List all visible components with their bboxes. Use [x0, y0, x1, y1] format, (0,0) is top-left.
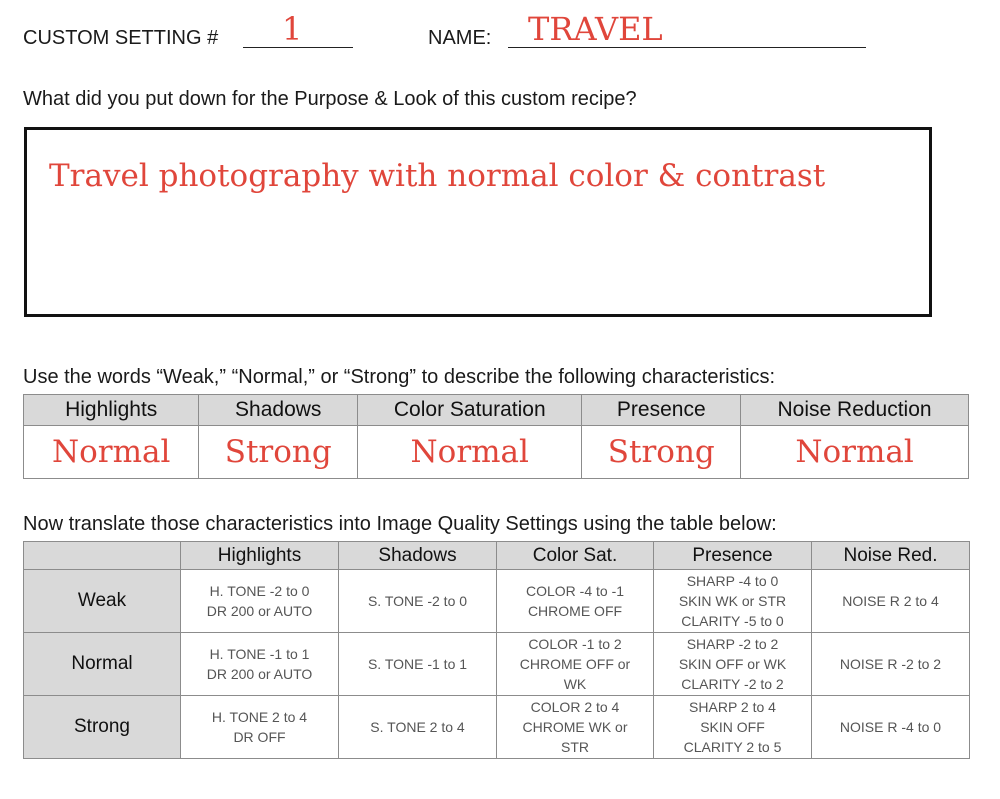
- cell-strong-color-sat: [497, 696, 654, 759]
- name-value[interactable]: TRAVEL: [528, 10, 663, 48]
- cell-normal-noise-red: [812, 633, 970, 696]
- cell-text: SHARP -2 to 2: [686, 636, 779, 652]
- cell-text: COLOR -1 to 2: [528, 636, 622, 652]
- name-label: NAME:: [428, 27, 492, 49]
- cell-text: CHROME OFF: [527, 603, 623, 619]
- cell-text: H. TONE 2 to 4: [211, 709, 308, 725]
- cell-text: CHROME WK or: [522, 719, 628, 735]
- settings-header-row: [24, 542, 970, 570]
- cell-strong-presence: [654, 696, 812, 759]
- settings-header-color-sat: Color Sat.: [497, 542, 654, 570]
- cell-text: DR OFF: [233, 729, 286, 745]
- settings-header-highlights: Highlights: [181, 542, 339, 570]
- cell-strong-noise-red: [812, 696, 970, 759]
- cell-text: DR 200 or AUTO: [206, 666, 313, 682]
- cell-text: SKIN OFF: [700, 719, 765, 735]
- cell-weak-highlights: [181, 570, 339, 633]
- characteristics-instruction: Use the words “Weak,” “Normal,” or “Strong” to describe the following characteristics:: [23, 366, 776, 388]
- settings-table: [23, 541, 970, 759]
- characteristics-header-row: [24, 395, 969, 426]
- cell-weak-noise-red: [812, 570, 970, 633]
- settings-row-weak: [24, 570, 970, 633]
- cell-weak-color-sat: [497, 570, 654, 633]
- cell-normal-color-sat: [497, 633, 654, 696]
- settings-row-strong: [24, 696, 970, 759]
- cell-weak-shadows: [339, 570, 497, 633]
- cell-weak-presence: [654, 570, 812, 633]
- cell-text: SHARP 2 to 4: [689, 699, 776, 715]
- header-color-saturation: Color Saturation: [358, 395, 582, 426]
- cell-text: H. TONE -1 to 1: [209, 646, 310, 662]
- row-label-weak: Weak: [24, 570, 181, 633]
- header-presence: Presence: [582, 395, 741, 426]
- cell-text: S. TONE -2 to 0: [367, 593, 468, 609]
- settings-header-shadows: Shadows: [339, 542, 497, 570]
- cell-text: SKIN WK or STR: [678, 593, 787, 609]
- header-highlights: Highlights: [24, 395, 199, 426]
- value-highlights[interactable]: Normal: [24, 426, 199, 479]
- custom-setting-label: CUSTOM SETTING #: [23, 27, 219, 49]
- cell-normal-presence: [654, 633, 812, 696]
- cell-text: WK: [563, 676, 587, 692]
- row-label-strong: Strong: [24, 696, 181, 759]
- cell-text: S. TONE -1 to 1: [367, 656, 468, 672]
- cell-text: COLOR -4 to -1: [525, 583, 625, 599]
- settings-header-blank: [24, 542, 181, 570]
- cell-text: STR: [561, 739, 589, 755]
- cell-text: COLOR 2 to 4: [530, 699, 620, 715]
- cell-strong-shadows: [339, 696, 497, 759]
- cell-text: CHROME OFF or: [519, 656, 631, 672]
- purpose-question: What did you put down for the Purpose & Look of this custom recipe?: [23, 88, 637, 110]
- value-shadows[interactable]: Strong: [199, 426, 358, 479]
- settings-header-noise-red: Noise Red.: [812, 542, 970, 570]
- custom-setting-number[interactable]: 1: [282, 10, 303, 48]
- value-color-saturation[interactable]: Normal: [358, 426, 582, 479]
- cell-text: DR 200 or AUTO: [206, 603, 313, 619]
- row-label-normal: Normal: [24, 633, 181, 696]
- settings-header-presence: Presence: [654, 542, 812, 570]
- cell-text: NOISE R -2 to 2: [839, 656, 942, 672]
- cell-text: S. TONE 2 to 4: [370, 719, 465, 735]
- cell-text: SKIN OFF or WK: [678, 656, 787, 672]
- cell-text: H. TONE -2 to 0: [209, 583, 310, 599]
- cell-text: NOISE R 2 to 4: [842, 593, 939, 609]
- settings-row-normal: [24, 633, 970, 696]
- cell-normal-highlights: [181, 633, 339, 696]
- value-noise-reduction[interactable]: Normal: [741, 426, 969, 479]
- cell-text: CLARITY 2 to 5: [683, 739, 782, 755]
- header-shadows: Shadows: [199, 395, 358, 426]
- cell-text: CLARITY -5 to 0: [681, 613, 784, 629]
- characteristics-table: [23, 394, 969, 479]
- cell-normal-shadows: [339, 633, 497, 696]
- purpose-answer-box[interactable]: [24, 127, 932, 317]
- cell-strong-highlights: [181, 696, 339, 759]
- cell-text: NOISE R -4 to 0: [839, 719, 942, 735]
- purpose-answer-text: Travel photography with normal color & contrast: [49, 158, 826, 194]
- characteristics-value-row: [24, 426, 969, 479]
- cell-text: CLARITY -2 to 2: [681, 676, 784, 692]
- settings-instruction: Now translate those characteristics into Image Quality Settings using the table below:: [23, 513, 777, 535]
- value-presence[interactable]: Strong: [582, 426, 741, 479]
- cell-text: SHARP -4 to 0: [686, 573, 779, 589]
- header-noise-reduction: Noise Reduction: [741, 395, 969, 426]
